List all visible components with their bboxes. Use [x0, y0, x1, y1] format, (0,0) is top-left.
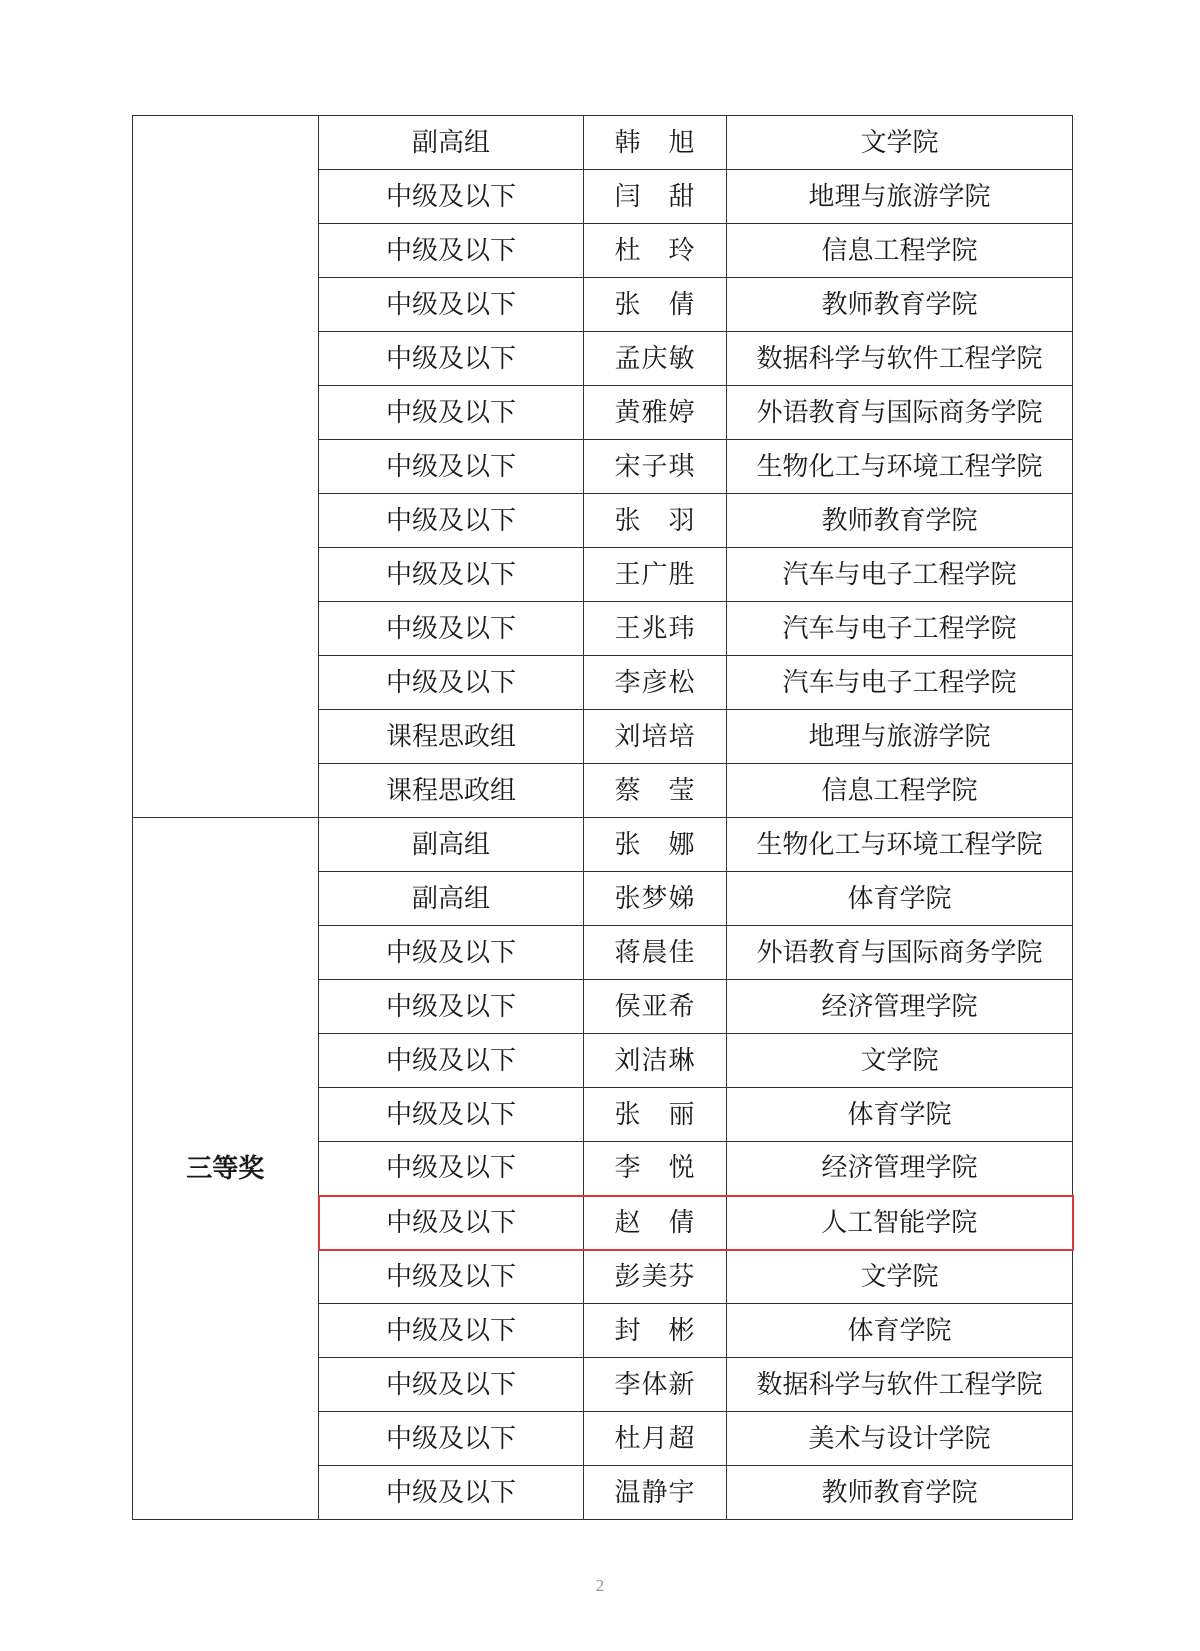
group-cell: 中级及以下 [319, 494, 584, 548]
college-cell: 外语教育与国际商务学院 [727, 926, 1073, 980]
award-level-cell [133, 116, 319, 818]
group-cell: 中级及以下 [319, 1250, 584, 1304]
college-cell: 教师教育学院 [727, 1466, 1073, 1520]
college-cell: 教师教育学院 [727, 494, 1073, 548]
college-cell: 地理与旅游学院 [727, 710, 1073, 764]
college-cell: 汽车与电子工程学院 [727, 656, 1073, 710]
college-cell: 教师教育学院 [727, 278, 1073, 332]
college-cell: 美术与设计学院 [727, 1412, 1073, 1466]
page-number: 2 [595, 1576, 605, 1595]
name-cell: 赵 倩 [584, 1196, 727, 1250]
name-cell: 蔡 莹 [584, 764, 727, 818]
college-cell: 外语教育与国际商务学院 [727, 386, 1073, 440]
award-table-body [133, 116, 1073, 1520]
group-cell: 中级及以下 [319, 386, 584, 440]
group-cell: 中级及以下 [319, 1358, 584, 1412]
college-cell: 文学院 [727, 1034, 1073, 1088]
group-cell: 中级及以下 [319, 1142, 584, 1196]
group-cell: 中级及以下 [319, 548, 584, 602]
name-cell: 张 羽 [584, 494, 727, 548]
college-cell: 信息工程学院 [727, 764, 1073, 818]
college-cell: 信息工程学院 [727, 224, 1073, 278]
group-cell: 中级及以下 [319, 926, 584, 980]
college-cell: 体育学院 [727, 1088, 1073, 1142]
group-cell: 副高组 [319, 818, 584, 872]
college-cell: 生物化工与环境工程学院 [727, 818, 1073, 872]
college-cell: 经济管理学院 [727, 1142, 1073, 1196]
group-cell: 中级及以下 [319, 332, 584, 386]
college-cell: 汽车与电子工程学院 [727, 602, 1073, 656]
college-cell: 文学院 [727, 1250, 1073, 1304]
name-cell: 杜 玲 [584, 224, 727, 278]
name-cell: 刘培培 [584, 710, 727, 764]
group-cell: 中级及以下 [319, 656, 584, 710]
group-cell: 中级及以下 [319, 602, 584, 656]
college-cell: 数据科学与软件工程学院 [727, 1358, 1073, 1412]
name-cell: 蒋晨佳 [584, 926, 727, 980]
group-cell: 课程思政组 [319, 764, 584, 818]
name-cell: 刘洁琳 [584, 1034, 727, 1088]
table-row [133, 818, 1073, 872]
college-cell: 汽车与电子工程学院 [727, 548, 1073, 602]
name-cell: 张梦娣 [584, 872, 727, 926]
name-cell: 张 倩 [584, 278, 727, 332]
name-cell: 杜月超 [584, 1412, 727, 1466]
group-cell: 中级及以下 [319, 1088, 584, 1142]
group-cell: 课程思政组 [319, 710, 584, 764]
college-cell: 生物化工与环境工程学院 [727, 440, 1073, 494]
name-cell: 孟庆敏 [584, 332, 727, 386]
table-row [133, 116, 1073, 170]
group-cell: 中级及以下 [319, 1196, 584, 1250]
group-cell: 副高组 [319, 872, 584, 926]
award-level-cell: 三等奖 [133, 818, 319, 1520]
name-cell: 彭美芬 [584, 1250, 727, 1304]
group-cell: 中级及以下 [319, 1304, 584, 1358]
name-cell: 张 娜 [584, 818, 727, 872]
name-cell: 黄雅婷 [584, 386, 727, 440]
name-cell: 李彦松 [584, 656, 727, 710]
group-cell: 中级及以下 [319, 440, 584, 494]
college-cell: 地理与旅游学院 [727, 170, 1073, 224]
college-cell: 人工智能学院 [727, 1196, 1073, 1250]
group-cell: 中级及以下 [319, 278, 584, 332]
name-cell: 封 彬 [584, 1304, 727, 1358]
group-cell: 中级及以下 [319, 1412, 584, 1466]
college-cell: 经济管理学院 [727, 980, 1073, 1034]
name-cell: 王广胜 [584, 548, 727, 602]
name-cell: 王兆玮 [584, 602, 727, 656]
name-cell: 侯亚希 [584, 980, 727, 1034]
award-list-table [132, 115, 1074, 1520]
college-cell: 数据科学与软件工程学院 [727, 332, 1073, 386]
college-cell: 文学院 [727, 116, 1073, 170]
name-cell: 张 丽 [584, 1088, 727, 1142]
name-cell: 李 悦 [584, 1142, 727, 1196]
group-cell: 中级及以下 [319, 1466, 584, 1520]
name-cell: 闫 甜 [584, 170, 727, 224]
name-cell: 李体新 [584, 1358, 727, 1412]
name-cell: 温静宇 [584, 1466, 727, 1520]
group-cell: 中级及以下 [319, 170, 584, 224]
name-cell: 韩 旭 [584, 116, 727, 170]
group-cell: 中级及以下 [319, 980, 584, 1034]
college-cell: 体育学院 [727, 872, 1073, 926]
group-cell: 中级及以下 [319, 224, 584, 278]
name-cell: 宋子琪 [584, 440, 727, 494]
group-cell: 副高组 [319, 116, 584, 170]
group-cell: 中级及以下 [319, 1034, 584, 1088]
college-cell: 体育学院 [727, 1304, 1073, 1358]
